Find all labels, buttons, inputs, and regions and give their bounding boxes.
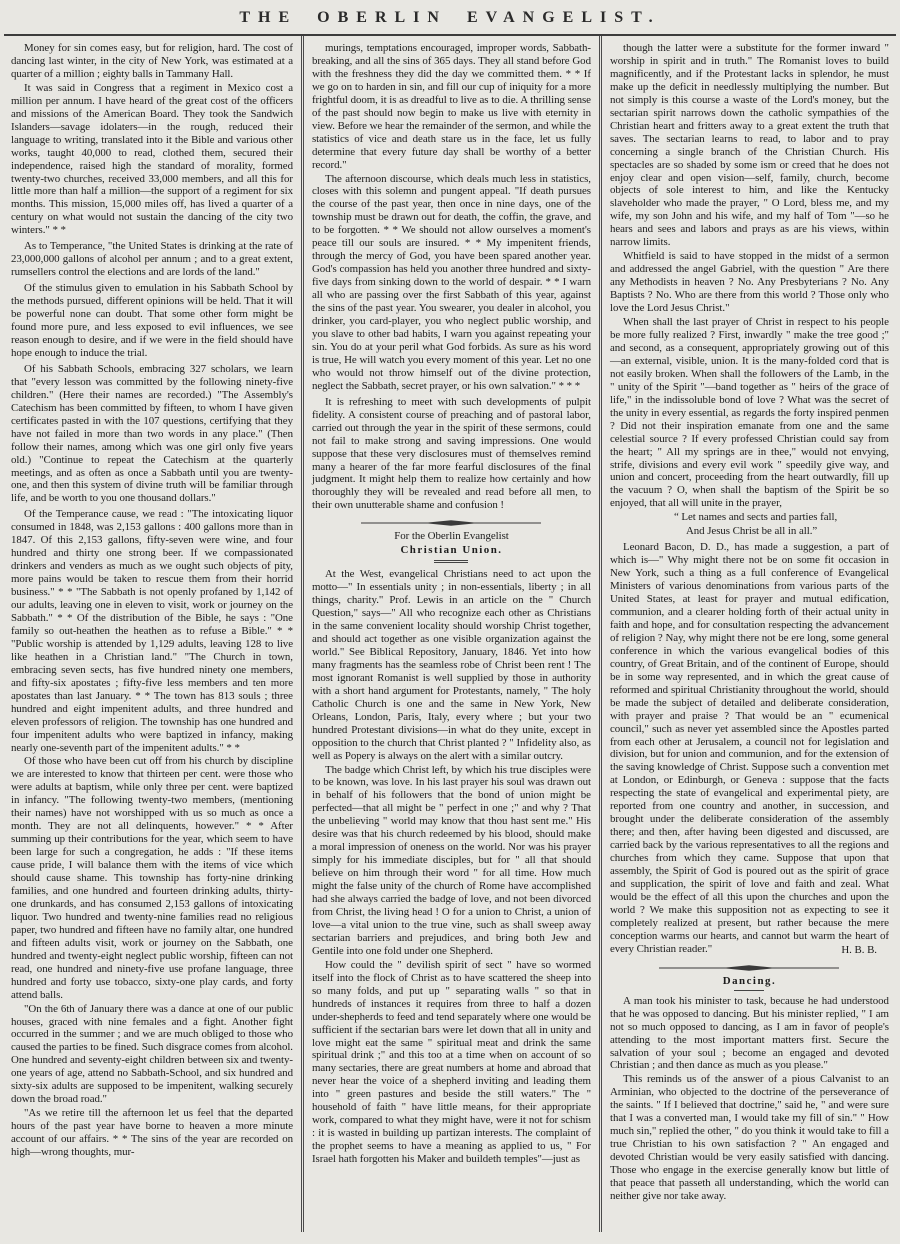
- signature: H. B. B.: [841, 943, 877, 956]
- paragraph: How could the " devilish spirit of sect " have so wormed itself into the flock of Christ as to have scattered the sheep into so many folds, and put up " separating walls " so that in hundreds of instances it requires from three to half a dozen under-shepherds to feed and tend separately where one would be sufficient if the sectarian bars were let down that all in unity and love might eat the same " spiritual meat and drink the same spiritual drink ;" and this too at a time when on account of so many sectaries, there are great numbers at home and abroad that never hear the voice of a shepherd inviting and leading them into " green pastures and beside the still waters." The " household of faith " have little means, for their appropriate work, compared to what they might have, were it not for schism : it is wasted in building up partizan interests. The complaint of the prophet seems to have a meaning as applied to us, " For Israel hath forgotten his Maker and buildeth temples"—just as: [311, 958, 591, 1166]
- paragraph: The afternoon discourse, which deals much less in statistics, closes with this solemn and pungent appeal. "If death pursues the course of the past year, then once in nine days, one of the township must be drawn out for death, the coffin, the grave, and to be forgotten. * * We should not allow ourselves a moment's peace till our souls are insured. * * My impenitent friends, through the mercy of God, you have been spared another year. God's compassion has held you another three hundred and sixty-five days from sinking down to the world of despair. * * I warn all who are passing over the first Sabbath of this year, against the sins of the past year. You swearer, you dealer in alcohol, you drinker, you card-player, you who neglect public worship, and you slave to other bad habits, I warn you against repeating your sin. You do at your peril what God forbids. As sure as his word is true, He will watch you every moment of this year. Let no one who would not throw himself out of the divine protection, neglect the Sabbath, secret prayer, or his own salvation." * * *: [311, 172, 591, 392]
- paragraph: The badge which Christ left, by which his true disciples were to be known, was love. In his last prayer his soul was drawn out in behalf of his followers that the bond of union might be perfected—that all might be " perfect in one ;" and why ? That the unbelieving " world may know that thou hast sent me." His desire was that his church redeemed by his blood, should make a moral impression of oneness on the world. Nor was his prayer simply for his immediate disciples, but for " all that should believe on him through their word " for all time. How much might the false unity of the church of Rome have accomplished had she always carried the badge of love, and not been divorced from Christ, the living head ! O for a union to Christ, a union of love—a vital union to the true vine, such as shall sweep away sectarian barriers and prejudices, and bring both Jew and Gentile into one fold under one Shepherd.: [311, 763, 591, 957]
- column-2: [301, 36, 599, 1232]
- paragraph: As to Temperance, "the United States is drinking at the rate of 23,000,000 gallons of alcohol per annum ; and to a great extent, rumsellers control the elections and are lords of the land.": [11, 240, 293, 279]
- section-kicker: For the Oberlin Evangelist: [394, 530, 509, 543]
- paragraph: Money for sin comes easy, but for religion, hard. The cost of dancing last winter, in the city of New York, was estimated at a quarter of a million ; eighty balls in Tammany Hall.: [11, 42, 293, 80]
- section-divider: [312, 519, 591, 528]
- paragraph: Of the stimulus given to emulation in his Sabbath School by the methods pursued, different opinions will be held. That it will be powerful none can doubt. That some other form might be found more pure, and less exposed to evil influences, we see reason enough to desire, and if we were in the field should have hope enough to induce the trial.: [11, 282, 293, 359]
- hymn-quote-line-1: “ Let names and sects and parties fall,: [673, 511, 838, 524]
- paragraph: It was said in Congress that a regiment in Mexico cost a million per annum. I have heard of the great cost of the officers and missions of the American Board. They took the Sandwich Islanders—savage idolaters—in the rough, reduced their language to writing, translated into it the Bible and various other works, taught 40,000 to read, clothed them, secured their independence, raised high the standard of morality, formed twenty-two churches, received 33,000 members, and all this for little more than half a million—the support of a regiment for six months. This mission, 15,000 miles off, has lived a quarter of a century on what would not sustain the dancing of the city two winters." * *: [11, 81, 293, 237]
- section-title-christian-union: Christian Union.: [400, 544, 503, 557]
- section-divider: [610, 964, 889, 973]
- heading-rule: [734, 990, 764, 991]
- paragraph: Of those who have been cut off from his church by discipline we are interested to know that thirteen per cent. were those who were adults at baptism, while only three per cent. were baptized in infancy. "The following twenty-two members, (mentioning their names) have not worshipped with us so much as once a month. They are not all delinquents, however." * * After summing up their contributions for the year, which seem to have been large for such a congregation, he adds : "If these items cause pride, I will balance them with the items of vice which should cause shame. This township has forty-nine drinking families, and one hundred and fourteen drinking adults, thirty-one drunkards, and has consumed 2,153 gallons of intoxicating liquor. Two hundred and twenty-nine families read no religious paper, two hundred and fifteen have no family altar, one hundred and fifteen adults visit, work or journey on the Sabbath, one hundred and twenty-eight neglect public worship, fifteen can not read, one hundred and ninety-five use profane language, three hundred and forty use tobacco, sixty-one play cards, and forty attend balls.: [11, 755, 293, 1001]
- paragraph: "As we retire till the afternoon let us feel that the departed hours of the past year have borne to heaven a more minute account of our affairs. * * The sins of the year are recorded on high—wrong thoughts, mur-: [11, 1107, 293, 1159]
- heading-rule: [434, 560, 468, 563]
- section-title-dancing: Dancing.: [722, 974, 777, 987]
- paragraph: It is refreshing to meet with such developments of pulpit fidelity. A consistent course of preaching and of pastoral labor, carried out through the year in the spirit of these sermons, could not fail to make strong and saving impressions. One would suppose that these very disclosures must of themselves remind many a hearer of the far more fearful disclosures of the final judgment. It might help them to realize how certainly and how thoroughly they will be revealed and read before all men, to their own unutterable shame and confusion !: [311, 395, 591, 512]
- column-1: [3, 36, 301, 1232]
- paragraph: A man took his minister to task, because he had understood that he was opposed to dancing. But his minister replied, " I am not so much opposed to dancing, as I am in favor of people's attending to the most important matters first. Secure the salvation of your soul ; become an engaged and devoted Christian ; and then dance as much as you please.": [609, 994, 889, 1072]
- tapered-rule-icon: [659, 964, 839, 972]
- paragraph: murings, temptations encouraged, improper words, Sabbath-breaking, and all the sins of 365 days. They all stand before God with the freshness they did the day we committed them. * * If we go on to harden in sin, and fill our cup of iniquity for a more frightful doom, it is as dreadful to live as to die. A thrilling sense of the past should now begin to make us live with eternity in view. Before we hear the remainder of the sermon, and while the statistics of vice and death stare us in the face, let us fully determine that every future day shall be worthy of a better record.": [311, 42, 591, 171]
- masthead-title: THE OBERLIN EVANGELIST.: [239, 9, 661, 26]
- paragraph: Of the Temperance cause, we read : "The intoxicating liquor consumed in 1848, was 2,153 gallons : 400 gallons more than in 1847. Of this 2,153 gallons, fifty-seven were wine, and four hundred and thirty one strong beer. If we compassionated drinkers and venders as much as we ought such objects of pity, more pains would be taken to rescue them from their horrid business." * * "The Sabbath is not openly profaned by 1,142 of our adults, leaving one in eleven to visit, work or journey on the Sabbath." * * Of the distribution of the Bible, he says : "One family so out-heathen the heathen as to refuse a Bible." * * "Public worship is attended by 1,129 adults, leaving 128 to live like heathen in a Christian land." "The Church in town, embracing seven sects, has five hundred ninety one members, and fifty-six apostates ; fifty-five less members and ten more apostates than last January. * * The town has 813 souls ; three hundred and eight impenitent adults, and three hundred and eleven professors of religion. The township has one hundred and four impenitent adults who were baptized in infancy, making nearly one-seventh part of the impenitent adults." * *: [11, 508, 293, 754]
- paragraph: though the latter were a substitute for the former inward " worship in spirit and in truth." The Romanist loves to build magnificently, and if the Protestant lacks in splendor, he must make up the deficit in needlessly multiplying the number. But not simply is this course a waste of the Lord's money, but the sectarian spirit narrows down the catholic sympathies of the Christian heart and fritters away to a great extent the truth that saves. The sectarian learns to read, to labor and to pray concerning a single branch of the Christian Church. His spectacles are so shaded by some ism or creed that he does not enjoy clear and open vision—self, family, church, become objects of sole interest to him, and like the Kentucky slaveholder who made the prayer, " O Lord, bless me, and my wife, my son John and his wife, and my half of Tom "—so he hears and sees and labors and prays as are his views, within narrow limits.: [609, 42, 889, 249]
- paragraph: When shall the last prayer of Christ in respect to his people be more fully realized ? First, inwardly " make the tree good ;" and second, as a consequent, appropriately growing out of this—an external, visible, union. It is the many-folded cord that is not easily broken. When shall the followers of the Lamb, in the " unity of the Spirit "—band together as " heirs of the grace of life," in the indissoluble bond of love ? What was the secret of the unity in every essential, as regards the forty inspired penmen ? Did not their inspiration emanate from one and the same celestial source ? If every professed Christian could say from the heart; " All my springs are in thee," would not envying, strife, divisions and every evil work " speedily give way, and union and concert, proceeding from the heart outwardly, fill up the vacuum ? O, when shall the baptism of the Spirit be so enjoyed, that all will unite in the prayer,: [609, 316, 889, 510]
- tapered-rule-icon: [361, 519, 541, 527]
- paragraph: This reminds us of the answer of a pious Calvanist to an Arminian, who objected to the doctrine of the perseverance of the saints. " If I believed that doctrine," said he, " and were sure that I was a converted man, I would take my fill of sin." " How much sin," replied the other, " do you think it would take to fill a true Christian to his own satisfaction ? " An engaged and devoted Christian would be very easily satisfied with dancing. Those who engage in the exercise generally know but little of that peace that passeth all understanding, which the world can neither give nor take away.: [609, 1073, 889, 1202]
- hymn-quote-line-2: And Jesus Christ be all in all.”: [685, 525, 818, 538]
- columns-container: [3, 36, 897, 1232]
- paragraph: At the West, evangelical Christians need to act upon the motto—" In essentials unity ; in non-essentials, liberty ; in all things, charity." Prof. Lewis in an article on the " Church Question," says—" All who recognize each other as Christians in the same convenient locality should worship Christ together, and should act together as one visible organization against the world." See Biblical Repository, January, 1846. Yet into how many fragments has the seamless robe of Christ been rent ! The most ignorant Romanist is well supplied by those in authority with a short hand argument for Protestants, namely, " The holy Catholic Church is one and the same in New York, New Orleans, London, Paris, Italy, every where ; but your two hundred Protestant divisions—in what do they unite, except in opposition to the church that Christ planted ? " Infidelity also, as well as Popery is always on the alert with a similar outcry.: [311, 568, 591, 762]
- paragraph: "On the 6th of January there was a dance at one of our public houses, graced with nine females and a fight. Another fight occurred in the summer ; and we are much obliged to those who caused the parties to be fined. Such disgrace comes from alcohol. One hundred and seventy-eight children between six and twenty-one years of age, attend no Sabbath-School, and six hundred and sixty-six adults are supposed to be impenitent, walking securely down the broad road.": [11, 1002, 293, 1106]
- column-3: [599, 36, 897, 1232]
- paragraph: Leonard Bacon, D. D., has made a suggestion, a part of which is—" Why might there not be on some fit occasion in New York, such a thing as a full conference of Evangelical Ministers of various denominations from various parts of the United States, at least for prayer and mutual edification, communion, and a clearer holding forth of their actual unity in faith and hope, and for consultation respecting the advancement of religion ? Nay, why might there not be ere long, some general conference in which the various evangelical bodies of this country, of Great Britain, and of the continent of Europe, should be in some way represented, and in which the great cause of reformed and spiritual Christianity throughout the world, should be made the subject of detailed and deliberate consideration, with prayer and praise ? That would be an " ecumenical council," such as never yet assembled since the Apostles parted from each other at Jerusalem, a council not for legislation and division, but for union and communion, and for the extension of the saving knowledge of Christ. Suppose such a convention met at London, or Edinburgh, or Geneva : suppose that the facts respecting the state of evangelical and experimental piety, are reported from one country and another, in succession, and brought under the deliberate consideration of the assembly there; and then, after having been digested and discussed, are carried back by the various representatives to all the regions and churches from which they came. Suppose that upon that assembly, the Spirit of God is poured out as the spirit of grace and supplication, the spirit of love and faith and zeal. What would be the effect of all this upon the churches and upon the world ? We make this supposition not as expecting to see it completely realized at present, but rather because the mere conception warms our hearts, and cannot but warm the heart of every Christian reader.": [609, 541, 889, 955]
- paragraph: Of his Sabbath Schools, embracing 327 scholars, we learn that "every lesson was committed by the following ninety-five children." (Here their names are recorded.) "The Assembly's Catechism has been committed by fifteen, to whom I have given certificates pasted in with the 107 questions, certifying that they have not failed in more than two words in any place." (Then follow their names, among which was one girl only five years old.) "Continue to repeat the Catechism at the quarterly meetings, and as often as once a Sabbath until you are twenty-one, and then this system of divine truth will be familiar through life, and be worth to you one thousand dollars.": [11, 362, 293, 505]
- paragraph: Whitfield is said to have stopped in the midst of a sermon and addressed the angel Gabriel, with the question " Are there any Methodists in heaven ? No. Any Presbyterians ? No. Any Baptists ? No. Who are there from this world ? Those only who love the Lord Jesus Christ.": [609, 250, 889, 315]
